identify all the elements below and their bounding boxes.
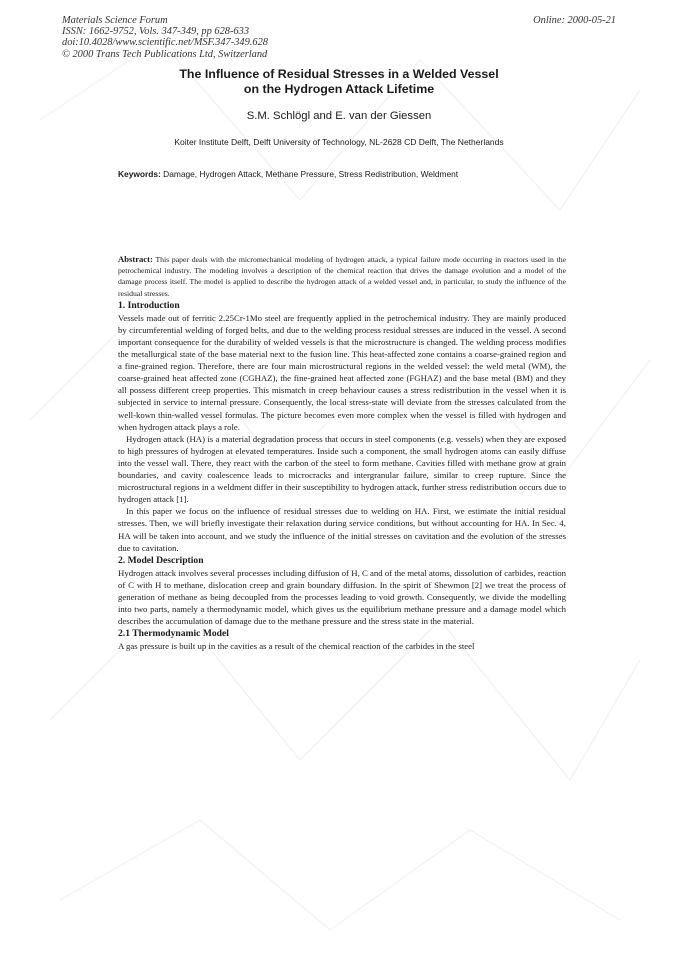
journal-issn: ISSN: 1662-9752, Vols. 347-349, pp 628-633: [62, 26, 250, 38]
abstract-text: This paper deals with the micromechanical modeling of hydrogen attack, a typical failure mode occurring in reactors used in the petrochemical industry. The modeling involves a description of the chemical reaction that drives the damage evolution and a model of the damage process itself. The model is applied to describe the hydrogen attack of a welded vessel and, in particular, to study the influence of the residual stresses.: [118, 255, 566, 298]
paper-title-line-1: The Influence of Residual Stresses in a Welded Vessel: [179, 67, 499, 81]
abstract: [118, 254, 566, 299]
keywords: [118, 169, 568, 180]
section-heading-model-description: 2. Model Description: [118, 554, 204, 566]
paper-body: [118, 254, 566, 652]
journal-name: Materials Science Forum: [62, 15, 168, 26]
paper-authors: S.M. Schlögl and E. van der Giessen: [246, 110, 432, 122]
journal-copyright: © 2000 Trans Tech Publications Ltd, Switzerland: [62, 48, 268, 60]
model-paragraph-1: Hydrogen attack involves several processes including diffusion of H, C and of the metal atoms, dissolution of carbides, reaction of C with H to methane, dislocation creep and grain boundary diffusion. In the spirit of Shewmon [2] we treat the process of generation of methane as being decoupled from the processes leading to void growth. Consequently, we divide the modelling into two parts, namely a thermodynamic model, which gives us the equilibrium methane pressure and a damage model which describes the accumulation of damage due to the methane pressure and the stress state in the material.: [118, 567, 566, 627]
section-heading-introduction: 1. Introduction: [118, 299, 180, 311]
thermo-paragraph-1: A gas pressure is built up in the cavities as a result of the chemical reaction of the carbides in the steel: [118, 641, 475, 652]
intro-paragraph-2: Hydrogen attack (HA) is a material degradation process that occurs in steel components (e.g. vessels) when they are exposed to high pressures of hydrogen at elevated temperatures. Inside such a component, the small hydrogen atoms can easily diffuse into the vessel wall. There, they react with the carbon of the steel to form methane. Cavities filled with methane grow at grain boundaries, and cavity coalescence leads to microcracks and intergranular failure, similar to creep rupture. Since the microstructural regions in a weldment differ in their susceptibility to hydrogen attack, further stress redistribution occurs due to hydrogen attack [1].: [118, 433, 566, 505]
journal-header: [62, 15, 268, 60]
paper-affiliation: Koiter Institute Delft, Delft University of Technology, NL-2628 CD Delft, The Netherlands: [174, 137, 504, 147]
paper-title-line-2: on the Hydrogen Attack Lifetime: [243, 81, 435, 96]
abstract-label: Abstract:: [118, 254, 153, 264]
keywords-list: Damage, Hydrogen Attack, Methane Pressure, Stress Redistribution, Weldment: [163, 169, 459, 179]
section-heading-thermodynamic-model: 2.1 Thermodynamic Model: [118, 628, 229, 640]
intro-paragraph-1: Vessels made out of ferritic 2.25Cr-1Mo steel are frequently applied in the petrochemical industry. They are mainly produced by circumferential welding of forged belts, and due to the welding process residual stresses are induced in the vessel. A second important consequence for the durability of welded vessels is that the microstructure is changed. The welding process modifies the metallurgical state of the base material next to the fusion line. This heat-affected zone contains a coarse-grained region and a fine-grained region. Therefore, there are four main microstructural regions in the welded vessel: the weld metal (WM), the coarse-grained heat affected zone (CGHAZ), the fine-grained heat affected zone (FGHAZ) and the base metal (BM) and they all possess different creep properties. This mismatch in creep behaviour causes a stress redistribution in the vessel when it is subjected in service to internal pressure. Consequently, the local stress-state will deviate from the stresses calculated from the well-kown thin-walled vessel formulas. The picture becomes even more complex when the vessel is filled with hydrogen and when hydrogen attack plays a role.: [118, 312, 566, 432]
online-date: Online: 2000-05-21: [533, 15, 616, 26]
keywords-label: Keywords:: [118, 169, 161, 179]
journal-doi-link[interactable]: doi:10.4028/www.scientific.net/MSF.347-349.628: [62, 37, 268, 49]
intro-paragraph-3: In this paper we focus on the influence of residual stresses due to welding on HA. First, we estimate the initial residual stresses. Then, we will briefly investigate their relaxation during service conditions, but without accounting for HA. In Sec. 4, HA will be taken into account, and we study the influence of the initial stresses on cavitation and the evolution of the stresses due to cavitation.: [118, 506, 566, 553]
paper-title: [0, 67, 678, 96]
